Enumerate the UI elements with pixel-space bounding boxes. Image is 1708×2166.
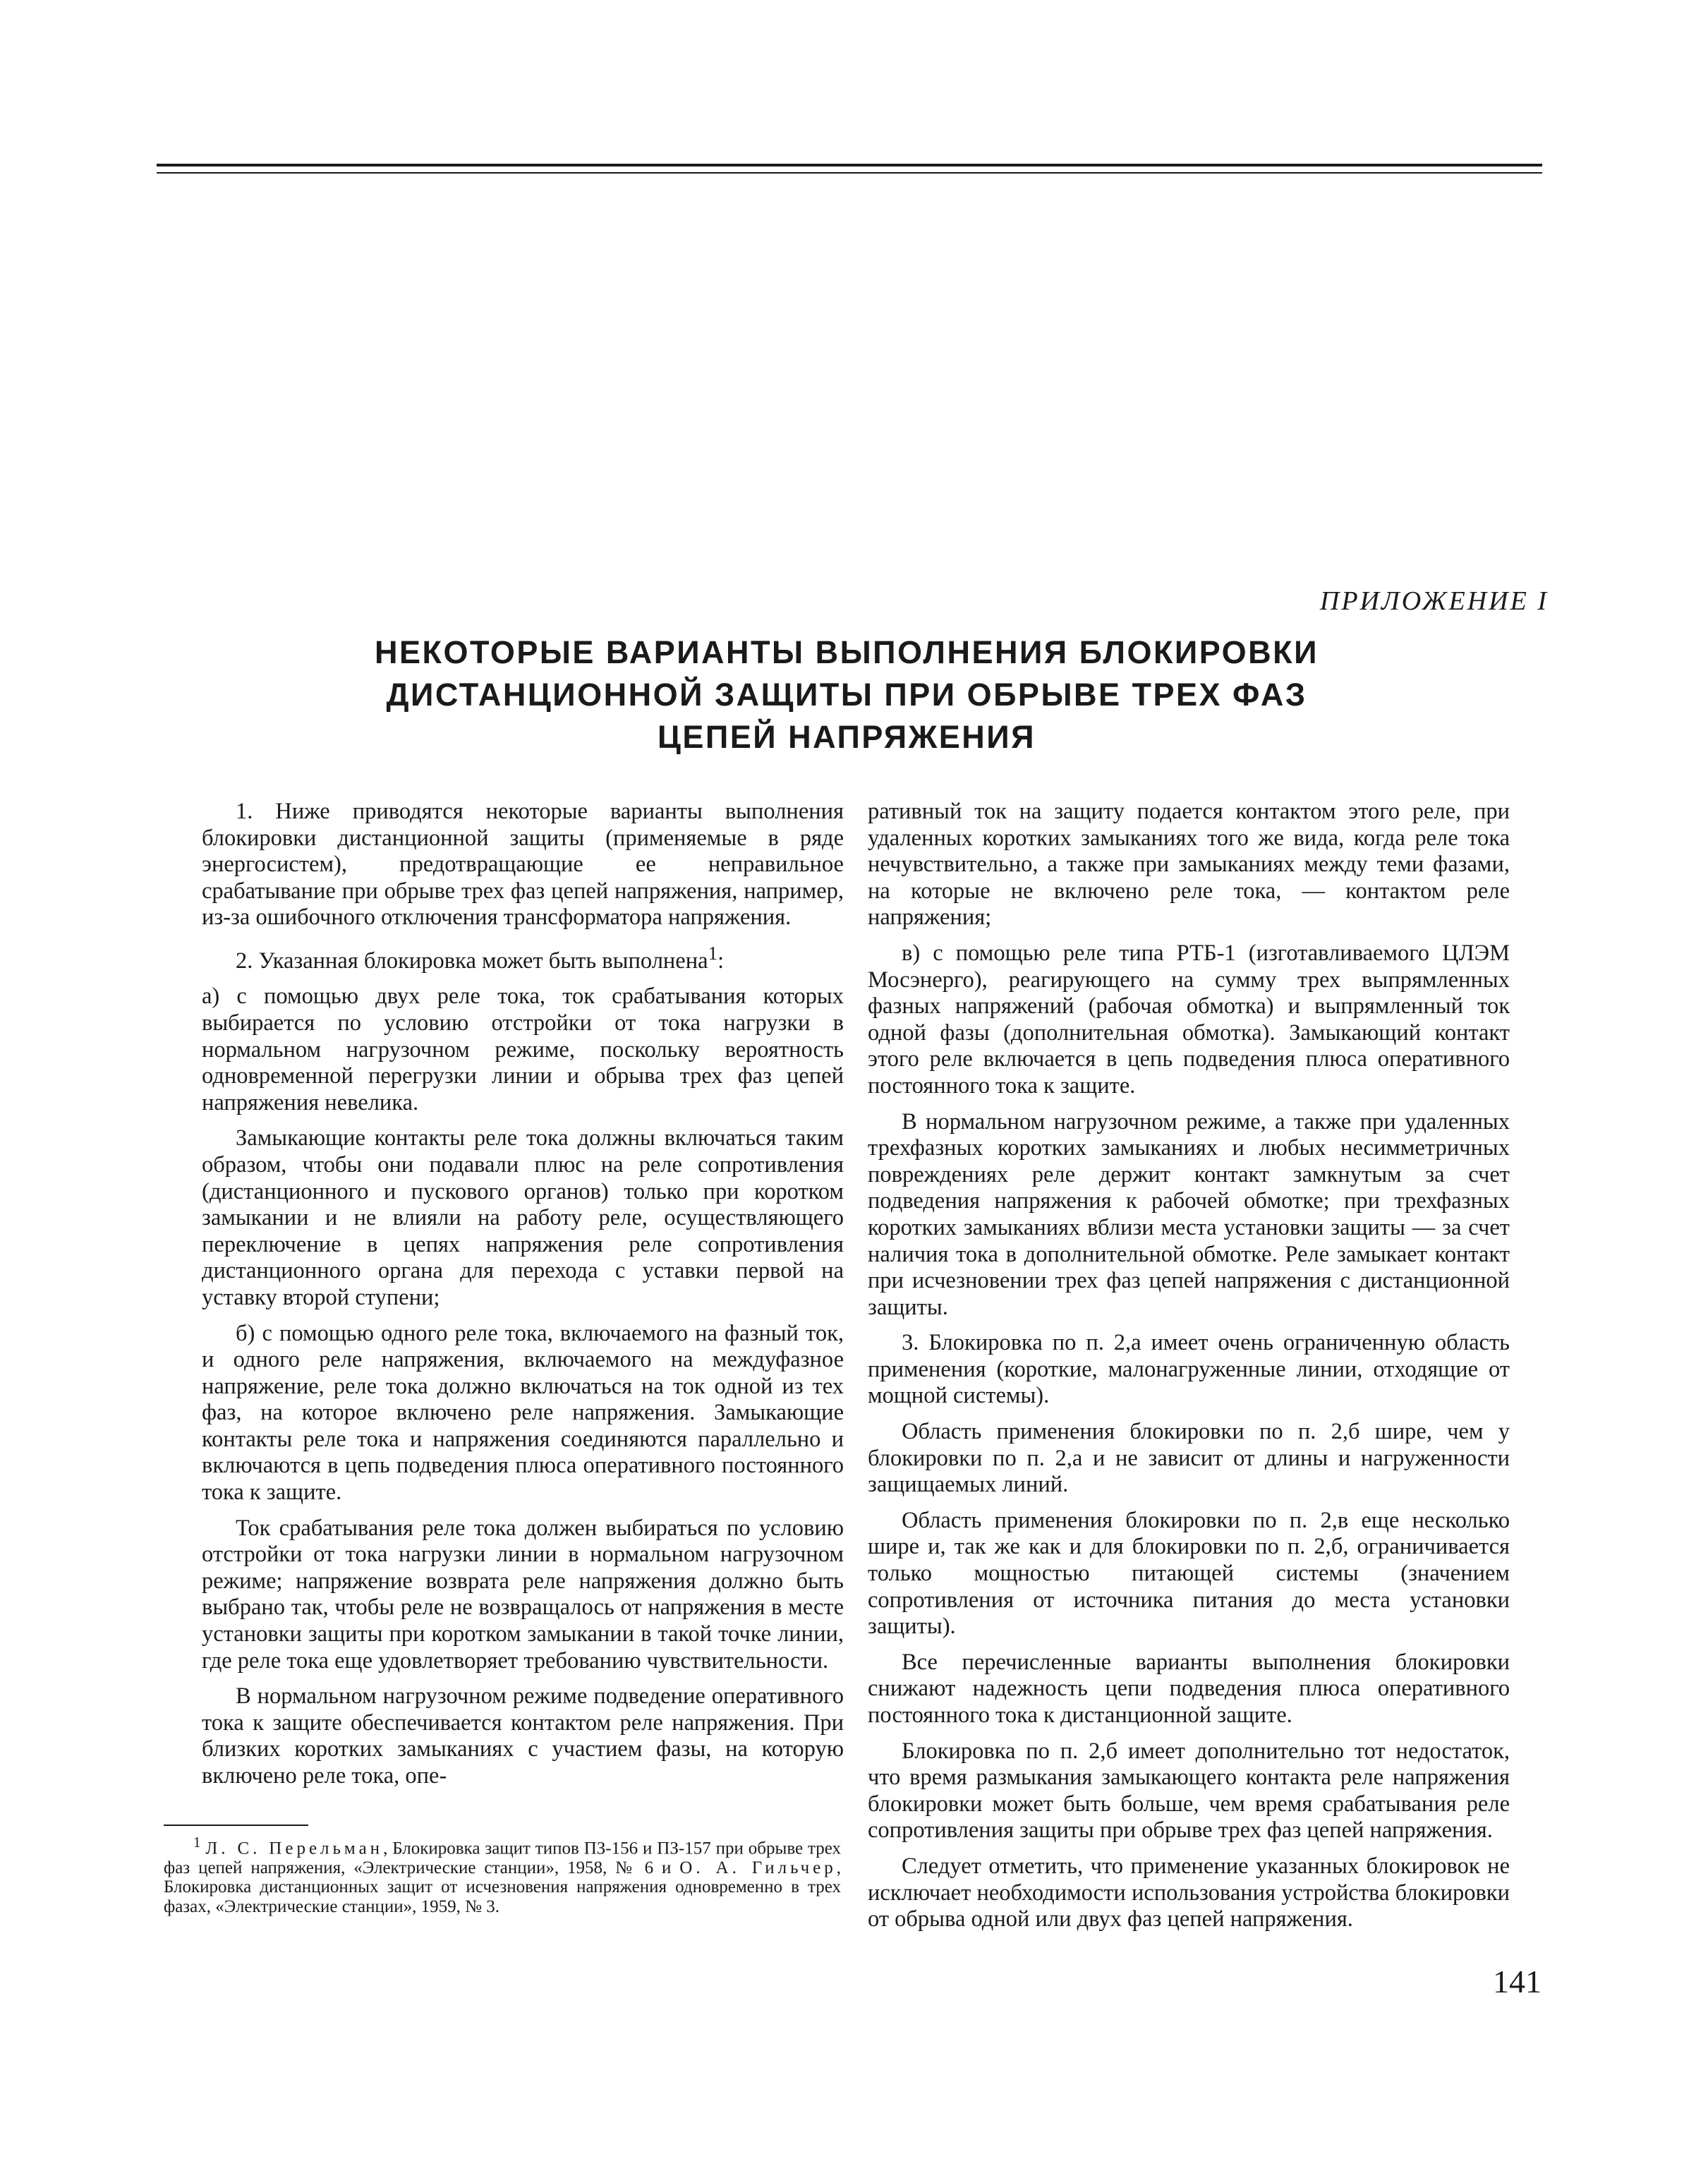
page-title <box>268 631 1425 758</box>
footnote-rule <box>164 1825 308 1826</box>
paragraph: В нормальном нагрузочном режиме, а также при удаленных трехфазных коротких замыканиях и любых несимметричных повреждениях реле держит контакт замкнутым за счет подведения напряжения к рабочей обмотке; при трехфазных коротких замыканиях вблизи места установки защиты — за счет наличия тока в дополнительной обмотке. Реле замыкает контакт при исчезновении трех фаз цепей напряжения с дистанционной защиты. <box>868 1108 1510 1320</box>
page-number: 141 <box>1493 1964 1542 1999</box>
footnote-marker: 1 <box>708 942 718 964</box>
paragraph: Область применения блокировки по п. 2,б шире, чем у блокировки по п. 2,а и не зависит от длины и нагруженности защищаемых линий. <box>868 1419 1510 1498</box>
paragraph-text: 2. Указанная блокировка может быть выполнена <box>236 948 708 974</box>
paragraph: 2. Указанная блокировка может быть выполнена$^1$: <box>236 942 725 974</box>
left-column <box>202 799 844 1799</box>
title-line: ДИСТАНЦИОННОЙ ЗАЩИТЫ ПРИ ОБРЫВЕ ТРЕХ ФАЗ <box>386 677 1307 713</box>
paragraph: Блокировка по п. 2,б имеет дополнительно тот недостаток, что время размыкания замыкающего контакта реле напряжения блокировки может быть больше, чем время срабатывания реле сопротивления защиты при обрыве трех фаз цепей напряжения. <box>868 1738 1510 1844</box>
footnote-author: Л. С. Перельман <box>205 1839 384 1858</box>
paragraph: 1. Ниже приводятся некоторые варианты выполнения блокировки дистанционной защиты (применяемые в ряде энергосистем), предотвращающие ее неправильное срабатывание при обрыве трех фаз цепей напряжения, например, из-за ошибочного отключения трансформатора напряжения. <box>202 799 844 931</box>
footnote <box>164 1833 841 1916</box>
footnote-author: О. А. Гильчер <box>679 1858 837 1877</box>
title-line: НЕКОТОРЫЕ ВАРИАНТЫ ВЫПОЛНЕНИЯ БЛОКИРОВКИ <box>375 634 1319 670</box>
paragraph: в) с помощью реле типа РТБ-1 (изготавливаемого ЦЛЭМ Мосэнерго), реагирующего на сумму трех выпрямленных фазных напряжений (рабочая обмотка) и выпрямленный ток одной фазы (дополнительная обмотка). Замыкающий контакт этого реле включается в цепь подведения плюса оперативного постоянного тока к защите. <box>868 940 1510 1099</box>
title-line: ЦЕПЕЙ НАПРЯЖЕНИЯ <box>658 719 1036 755</box>
paragraph: ративный ток на защиту подается контактом этого реле, при удаленных коротких замыканиях того же вида, когда реле тока нечувствительно, а также при замыканиях между теми фазами, на которые не включено реле тока, — контактом реле напряжения; <box>868 799 1510 931</box>
paragraph: 3. Блокировка по п. 2,а имеет очень ограниченную область применения (короткие, малонагруженные линии, отходящие от мощной системы). <box>868 1330 1510 1409</box>
paragraph: Область применения блокировки по п. 2,в еще несколько шире и, так же как и для блокировки по п. 2,б, ограничивается только мощностью питающей системы (значением сопротивления от источника питания до места установки защиты). <box>868 1507 1510 1640</box>
paragraph: Следует отметить, что применение указанных блокировок не исключает необходимости использования устройства блокировки от обрыва одной или двух фаз цепей напряжения. <box>868 1853 1510 1932</box>
paragraph: В нормальном нагрузочном режиме подведение оперативного тока к защите обеспечивается контактом реле напряжения. При близких коротких замыканиях с участием фазы, на которую включено реле тока, опе- <box>202 1683 844 1789</box>
header-rule-top <box>157 164 1542 167</box>
paragraph: Ток срабатывания реле тока должен выбираться по условию отстройки от тока нагрузки линии в нормальном нагрузочном режиме; напряжение возврата реле напряжения должно быть выбрано так, чтобы реле не возвращалось от напряжения в месте установки защиты при коротком замыкании в такой точке линии, где реле тока еще удовлетворяет требованию чувствительности. <box>202 1515 844 1674</box>
paragraph: а) с помощью двух реле тока, ток срабатывания которых выбирается по условию отстройки от тока нагрузки в нормальном нагрузочном режиме, поскольку вероятность одновременной перегрузки линии и обрыва трех фаз цепей напряжения невелика. <box>202 984 844 1115</box>
footnote-text: , Блокировка защит типов ПЗ-156 и ПЗ-157 при обрыве трех фаз цепей напряжения, «Электрические станции», 1958, № 6 и <box>164 1839 841 1877</box>
paragraph: Замыкающие контакты реле тока должны включаться таким образом, чтобы они подавали плюс на реле сопротивления (дистанционного и пускового органов) только при коротком замыкании и не влияли на работу реле, осуществляющего переключение в цепях напряжения реле сопротивления дистанционного органа для перехода с уставки первой на уставку второй ступени; <box>202 1125 844 1310</box>
appendix-label: ПРИЛОЖЕНИЕ I <box>1319 586 1549 616</box>
paragraph: Все перечисленные варианты выполнения блокировки снижают надежность цепи подведения плюса оперативного постоянного тока к дистанционной защите. <box>868 1649 1510 1728</box>
right-column <box>868 799 1510 1942</box>
footnote-number: 1 <box>193 1834 201 1851</box>
footnote-text: , Блокировка дистанционных защит от исчезновения напряжения одновременно в трех фазах, «Электрические станции», 1959, № 3. <box>164 1858 842 1916</box>
header-rule-bottom <box>157 172 1542 174</box>
paragraph: б) с помощью одного реле тока, включаемого на фазный ток, и одного реле напряжения, включаемого на междуфазное напряжение, реле тока должно включаться на ток одной из тех фаз, на которое включено реле напряжения. Замыкающие контакты реле тока и напряжения соединяются параллельно и включаются в цепь подведения плюса оперативного постоянного тока к защите. <box>202 1320 844 1506</box>
